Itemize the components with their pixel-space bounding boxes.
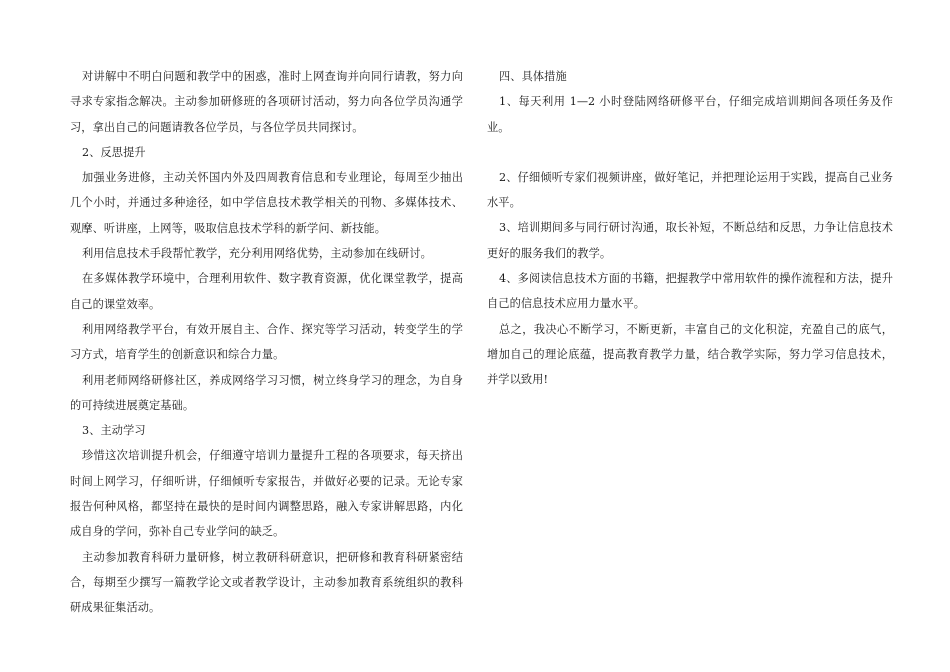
paragraph-online-platform: 利用网络教学平台，有效开展自主、合作、探究等学习活动，转变学生的学习方式，培育学生的创新意识和综合力量。 <box>70 322 463 362</box>
measure-item-4: 4、多阅读信息技术方面的书籍，把握教学中常用软件的操作流程和方法，提升自己的信息技术应用力量水平。 <box>487 272 893 311</box>
right-column <box>487 64 893 393</box>
measure-item-3: 3、培训期间多与同行研讨沟通，取长补短，不断总结和反思，力争让信息技术更好的服务我们的教学。 <box>487 221 893 260</box>
paragraph-multimedia-teaching: 在多媒体教学环境中，合理利用软件、数字教育资源，优化课堂教学，提高自己的课堂效率。 <box>70 272 463 311</box>
paragraph-teacher-community: 利用老师网络研修社区，养成网络学习习惯，树立终身学习的理念，为自身的可持续进展奠定基础。 <box>70 373 463 412</box>
paragraph-cherish-training: 珍惜这次培训提升机会，仔细遵守培训力量提升工程的各项要求，每天挤出时间上网学习，仔细听讲，仔细倾听专家报告，并做好必要的记录。无论专家报告何种风格，都坚持在最快的是时间内调整思路，融入专家讲解思路，内化成自身的学问，弥补自己专业学问的缺乏。 <box>70 449 463 539</box>
paragraph-research-training: 主动参加教育科研力量研修，树立教研科研意识，把研修和教育科研紧密结合，每期至少撰写一篇教学论文或者教学设计，主动参加教育系统组织的教科研成果征集活动。 <box>70 550 463 615</box>
paragraph-consult-experts: 对讲解中不明白问题和教学中的困惑，准时上网查询并向同行请教，努力向寻求专家指念解决。主动参加研修班的各项研讨活动，努力向各位学员沟通学习，拿出自己的问题请教各位学员，与各位学员共同探讨。 <box>70 70 463 134</box>
paragraph-professional-study: 加强业务进修，主动关怀国内外及四周教育信息和专业理论，每周至少抽出几个小时，并通过多种途径，如中学信息技术教学相关的刊物、多媒体技术、观摩、听讲座，上网等，吸取信息技术学科的新学问、新技能。 <box>70 171 463 235</box>
left-column <box>70 64 463 621</box>
heading-specific-measures: 四、具体措施 <box>499 70 567 83</box>
measure-item-1: 1、每天利用 1—2 小时登陆网络研修平台，仔细完成培训期间各项任务及作业。 <box>487 95 893 134</box>
paragraph-it-assist-teaching: 利用信息技术手段帮忙教学，充分利用网络优势，主动参加在线研讨。 <box>82 247 432 261</box>
measure-item-2: 2、仔细倾听专家们视频讲座，做好笔记，并把理论运用于实践，提高自己业务水平。 <box>487 170 893 210</box>
paragraph-conclusion: 总之，我决心不断学习，不断更新，丰富自己的文化积淀，充盈自己的底气，增加自己的理论底蕴，提高教育教学力量，结合教学实际，努力学习信息技术，并学以致用! <box>487 322 893 387</box>
heading-active-learning: 3、主动学习 <box>82 424 146 438</box>
heading-reflection: 2、反思提升 <box>82 145 146 159</box>
